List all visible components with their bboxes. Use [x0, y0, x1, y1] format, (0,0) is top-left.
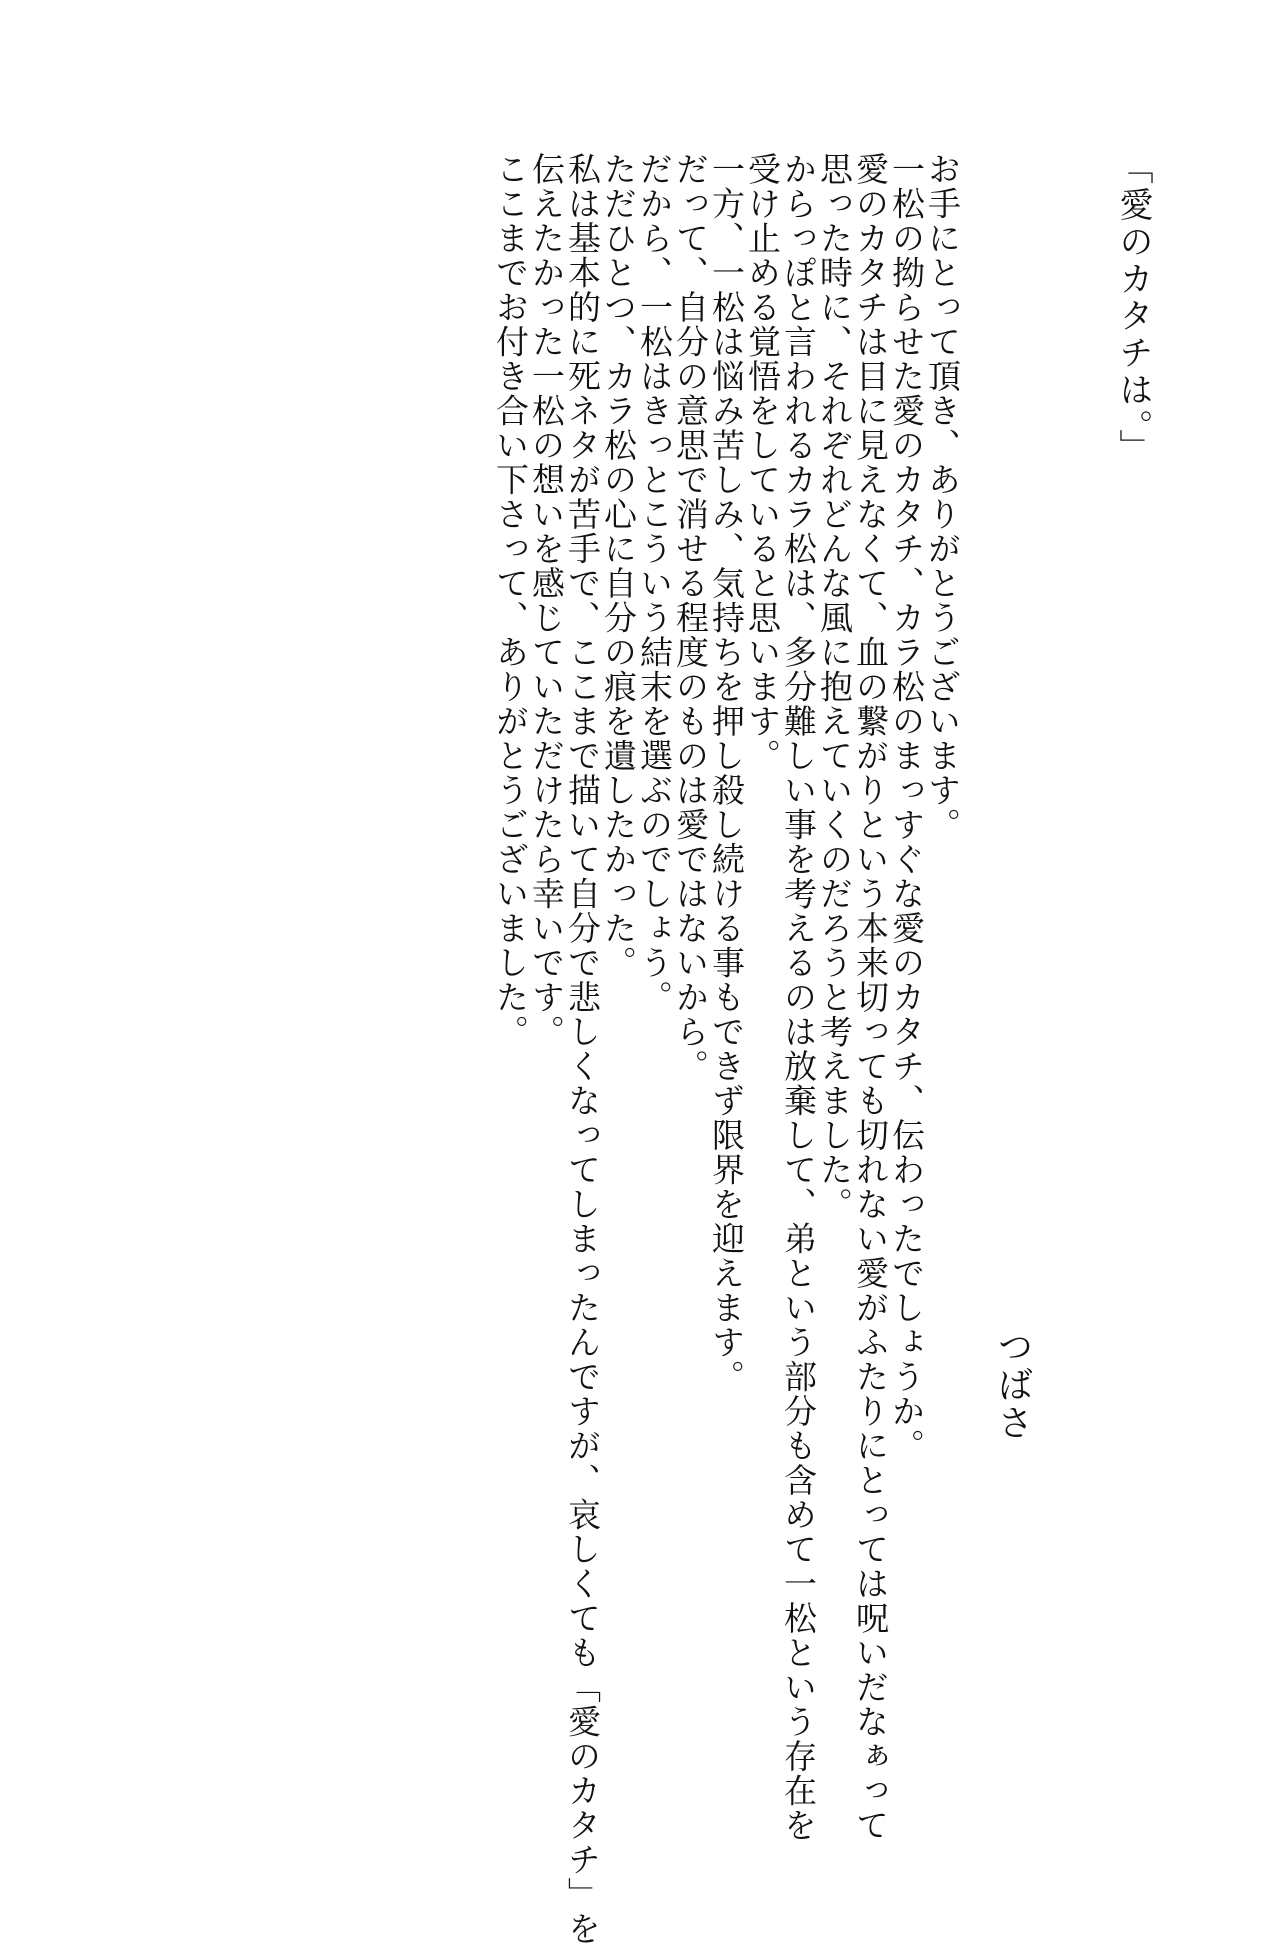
body-line: 伝えたかった一松の想いを感じていただけたら幸いです。 — [527, 152, 566, 1049]
body-line: だから、一松はきっとこういう結末を選ぶのでしょう。 — [635, 152, 674, 1015]
afterword-body — [491, 152, 962, 1946]
body-line: 愛のカタチは目に見えなくて、血の繋がりという本来切っても切れない愛がふたりにとっては呪いだなぁって — [851, 152, 890, 1843]
body-line: 思った時に、それぞれどんな風に抱えていくのだろうと考えました。 — [815, 152, 854, 1222]
body-line: 受け止める覚悟をしていると思います。 — [743, 152, 782, 773]
body-line: からっぽと言われるカラ松は、多分難しい事を考えるのは放棄して、弟という部分も含めて一松という存在を — [779, 152, 818, 1843]
body-line: 私は基本的に死ネタが苦手で、ここまで描いて自分で悲しくなってしまったんですが、哀しくても「愛のカタチ」を — [563, 152, 602, 1946]
body-line: 一方、一松は悩み苦しみ、気持ちを押し殺し続ける事もできず限界を迎えます。 — [707, 152, 746, 1394]
body-line: ここまでお付き合い下さって、ありがとうございました。 — [491, 152, 530, 1049]
author-signature: つばさ — [992, 1328, 1033, 1442]
body-line: だって、自分の意思で消せる程度のものは愛ではないから。 — [671, 152, 710, 1084]
body-line: お手にとって頂き、ありがとうございます。 — [923, 152, 962, 842]
body-line: ただひとつ、カラ松の心に自分の痕を遺したかった。 — [599, 152, 638, 980]
afterword-title: 「愛のカタチは。」 — [1113, 150, 1153, 466]
body-line: 一松の拗らせた愛のカタチ、カラ松のまっすぐな愛のカタチ、伝わったでしょうか。 — [887, 152, 926, 1463]
